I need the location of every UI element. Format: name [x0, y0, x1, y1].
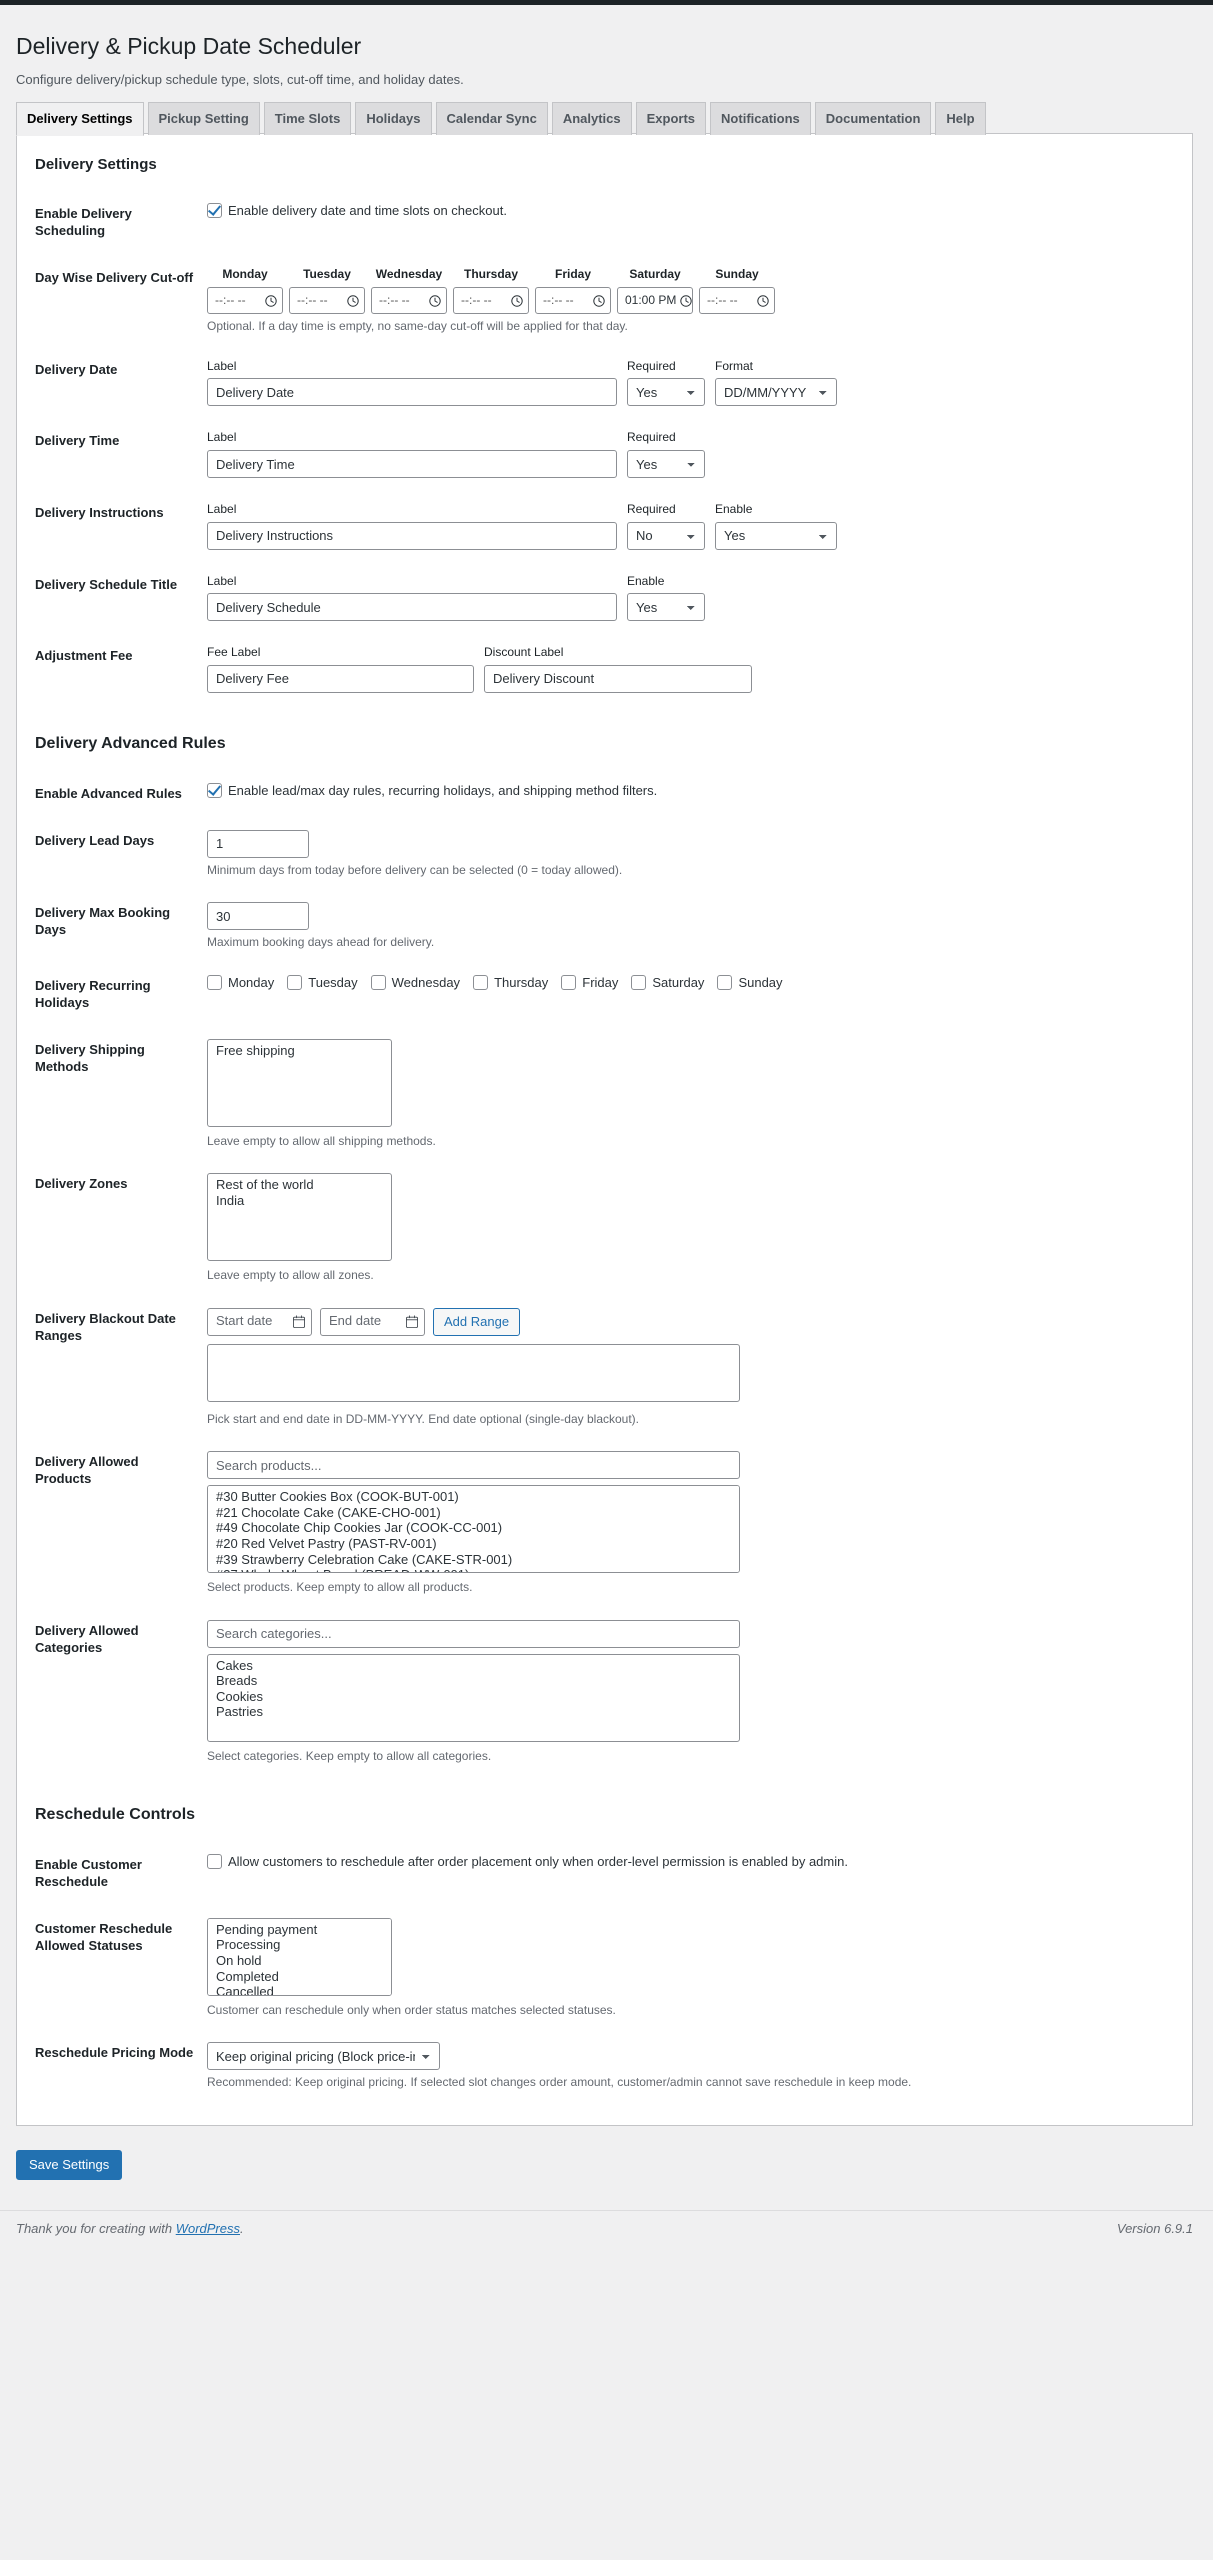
cutoff-description: Optional. If a day time is empty, no same-day cut-off will be applied for that day.	[207, 319, 628, 334]
cutoff-day-thursday	[453, 267, 529, 315]
caption-delivery-date-format: Format	[715, 358, 754, 373]
calendar-icon[interactable]	[293, 1315, 305, 1328]
row-enable-customer-reschedule	[35, 1842, 1174, 1906]
discount-label-input[interactable]	[484, 665, 752, 693]
checkbox-icon[interactable]	[371, 975, 386, 990]
delivery-max-booking-days-input[interactable]	[207, 902, 309, 930]
label-delivery-date: Delivery Date	[35, 361, 118, 377]
cutoff-time-input-friday[interactable]	[535, 287, 611, 314]
recurring-holiday-label: Friday	[582, 974, 619, 990]
delivery-settings-table	[35, 191, 1174, 705]
settings-tab-bar	[16, 101, 1193, 134]
advanced-rules-heading: Delivery Advanced Rules	[35, 734, 226, 752]
row-reschedule-allowed-statuses	[35, 1906, 1174, 2030]
tab-help[interactable]: Help	[935, 102, 985, 135]
product-option[interactable]	[208, 1536, 739, 1552]
wp-version: Version 6.9.1	[1116, 2220, 1193, 2236]
checkbox-icon[interactable]	[561, 975, 576, 990]
caption-delivery-instructions-label: Label	[207, 502, 237, 517]
checkbox-icon[interactable]	[717, 975, 732, 990]
zone-option[interactable]	[208, 1177, 391, 1193]
label-reschedule-allowed-statuses: Customer Reschedule Allowed Statuses	[35, 1920, 173, 1953]
recurring-holiday-label: Wednesday	[391, 974, 461, 990]
row-delivery-allowed-categories	[35, 1608, 1174, 1776]
wordpress-link[interactable]: WordPress	[175, 2220, 240, 2236]
delivery-schedule-title-fields	[207, 574, 1164, 622]
delivery-schedule-title-input[interactable]	[207, 593, 617, 621]
status-option[interactable]	[208, 1984, 391, 1996]
delivery-date-fields	[207, 359, 1164, 407]
enable-customer-reschedule-text: Allow customers to reschedule after order placement only when order-level permission is enabled by admin.	[228, 1854, 848, 1870]
tab-time-slots[interactable]: Time Slots	[264, 102, 352, 135]
row-delivery-zones	[35, 1161, 1174, 1295]
caption-discount-label: Discount Label	[484, 645, 564, 660]
status-option[interactable]	[208, 1969, 391, 1985]
caption-schedule-title-label: Label	[207, 573, 237, 588]
caption-delivery-instructions-required: Required	[627, 502, 676, 517]
checkbox-icon[interactable]	[473, 975, 488, 990]
cutoff-time-value: --:-- --	[543, 292, 574, 307]
product-option[interactable]	[208, 1489, 739, 1505]
label-delivery-blackout-ranges: Delivery Blackout Date Ranges	[35, 1310, 176, 1343]
label-day-wise-cutoff: Day Wise Delivery Cut-off	[35, 269, 194, 285]
footer-thanks-suffix: .	[240, 2220, 244, 2236]
clock-icon[interactable]	[593, 295, 605, 307]
tab-calendar-sync[interactable]: Calendar Sync	[436, 102, 548, 135]
status-option[interactable]	[208, 1953, 391, 1969]
enable-delivery-scheduling-checkbox[interactable]	[207, 203, 507, 218]
row-delivery-time	[35, 418, 1174, 490]
allowed-categories-description: Select categories. Keep empty to allow all categories.	[207, 1748, 492, 1763]
cutoff-time-value: 01:00 PM	[625, 292, 677, 307]
shipping-methods-description: Leave empty to allow all shipping methods.	[207, 1133, 436, 1148]
delivery-time-label-input[interactable]	[207, 450, 617, 478]
submit-area	[16, 2126, 1193, 2188]
label-adjustment-fee: Adjustment Fee	[35, 648, 133, 664]
label-delivery-recurring-holidays: Delivery Recurring Holidays	[35, 977, 151, 1010]
cutoff-day-monday	[207, 267, 283, 315]
max-booking-days-description: Maximum booking days ahead for delivery.	[207, 935, 435, 950]
caption-fee-label: Fee Label	[207, 645, 261, 660]
checkbox-icon[interactable]	[207, 203, 222, 218]
cutoff-day-name: Thursday	[463, 266, 518, 281]
cutoff-day-name: Tuesday	[303, 266, 351, 281]
shipping-method-option[interactable]	[208, 1043, 391, 1059]
recurring-holiday-label: Sunday	[738, 974, 783, 990]
product-option[interactable]	[208, 1567, 739, 1573]
cutoff-day-tuesday	[289, 267, 365, 315]
caption-delivery-instructions-enable: Enable	[715, 502, 753, 517]
clock-icon[interactable]	[347, 295, 359, 307]
page-description: Configure delivery/pickup schedule type, slots, cut-off time, and holiday dates.	[16, 71, 464, 87]
cutoff-time-input-wednesday[interactable]	[371, 287, 447, 314]
clock-icon[interactable]	[429, 295, 441, 307]
clock-icon[interactable]	[680, 295, 692, 307]
cutoff-time-value: --:-- --	[215, 292, 246, 307]
tab-analytics[interactable]: Analytics	[552, 102, 632, 135]
delivery-instructions-label-input[interactable]	[207, 522, 617, 550]
status-option[interactable]	[208, 1922, 391, 1938]
admin-bar	[0, 0, 1213, 5]
footer-thanks-prefix: Thank you for creating with	[16, 2220, 176, 2236]
delivery-lead-days-input[interactable]	[207, 830, 309, 858]
blackout-ranges-list[interactable]	[207, 1344, 740, 1402]
delivery-schedule-title-enable-select[interactable]	[627, 593, 705, 621]
reschedule-controls-table	[35, 1842, 1174, 2103]
cutoff-day-sunday	[699, 267, 775, 315]
delivery-time-fields	[207, 430, 1164, 478]
category-search-input[interactable]	[207, 1620, 740, 1648]
reschedule-allowed-statuses-select[interactable]	[207, 1918, 392, 1996]
blackout-description: Pick start and end date in DD-MM-YYYY. End date optional (single-day blackout).	[207, 1411, 639, 1426]
category-option[interactable]	[208, 1658, 739, 1674]
fee-label-input[interactable]	[207, 665, 474, 693]
tab-holidays[interactable]: Holidays	[355, 102, 431, 135]
recurring-holiday-monday[interactable]	[207, 975, 274, 992]
delivery-date-required-select[interactable]	[627, 378, 705, 406]
label-delivery-allowed-products: Delivery Allowed Products	[35, 1454, 139, 1487]
delivery-instructions-required-select[interactable]	[627, 522, 705, 550]
footer-thanks	[16, 2221, 244, 2236]
row-delivery-max-booking-days	[35, 890, 1174, 963]
cutoff-day-name: Monday	[222, 266, 268, 281]
recurring-holiday-label: Tuesday	[308, 974, 358, 990]
recurring-holiday-friday[interactable]	[561, 975, 618, 992]
reschedule-pricing-mode-select[interactable]	[207, 2042, 440, 2070]
label-delivery-instructions: Delivery Instructions	[35, 505, 164, 521]
tab-notifications[interactable]: Notifications	[710, 102, 811, 135]
clock-icon[interactable]	[511, 295, 523, 307]
category-option[interactable]	[208, 1673, 739, 1689]
cutoff-day-name: Friday	[554, 266, 591, 281]
label-delivery-allowed-categories: Delivery Allowed Categories	[35, 1622, 139, 1655]
delivery-instructions-enable-select[interactable]	[715, 522, 837, 550]
save-settings-button[interactable]: Save Settings	[16, 2150, 122, 2180]
label-delivery-time: Delivery Time	[35, 433, 120, 449]
category-option[interactable]	[208, 1704, 739, 1720]
label-delivery-max-booking-days: Delivery Max Booking Days	[35, 905, 171, 938]
row-delivery-date	[35, 347, 1174, 419]
lead-days-description: Minimum days from today before delivery can be selected (0 = today allowed).	[207, 862, 623, 877]
calendar-icon[interactable]	[406, 1315, 418, 1328]
cutoff-days-grid	[207, 267, 1164, 315]
cutoff-time-input-saturday[interactable]	[617, 287, 693, 314]
delivery-allowed-categories-select[interactable]	[207, 1654, 740, 1742]
reschedule-controls-heading: Reschedule Controls	[35, 1806, 196, 1824]
blackout-start-date-input[interactable]	[207, 1308, 312, 1336]
cutoff-day-wednesday	[371, 267, 447, 315]
label-delivery-zones: Delivery Zones	[35, 1176, 128, 1192]
blackout-end-date-input[interactable]	[320, 1308, 425, 1336]
delivery-settings-heading: Delivery Settings	[35, 155, 157, 173]
page-wrap	[0, 23, 1213, 2188]
product-option[interactable]	[208, 1505, 739, 1521]
label-enable-customer-reschedule: Enable Customer Reschedule	[35, 1857, 142, 1889]
row-reschedule-pricing-mode	[35, 2030, 1174, 2103]
delivery-date-format-select[interactable]	[715, 378, 837, 406]
clock-icon[interactable]	[265, 295, 277, 307]
checkbox-icon[interactable]	[631, 975, 646, 990]
blackout-controls	[207, 1308, 1164, 1336]
tab-pickup-setting[interactable]: Pickup Setting	[148, 102, 260, 135]
delivery-zones-select[interactable]	[207, 1173, 392, 1261]
cutoff-day-name: Wednesday	[375, 266, 443, 281]
recurring-holiday-sunday[interactable]	[717, 975, 782, 992]
enable-delivery-scheduling-text: Enable delivery date and time slots on checkout.	[228, 202, 507, 218]
allowed-products-description: Select products. Keep empty to allow all products.	[207, 1580, 473, 1595]
recurring-holiday-label: Monday	[228, 974, 275, 990]
row-delivery-instructions	[35, 490, 1174, 562]
checkbox-icon[interactable]	[207, 975, 222, 990]
blackout-end-date-value: End date	[329, 1313, 382, 1329]
row-delivery-recurring-holidays	[35, 963, 1174, 1027]
advanced-rules-table	[35, 771, 1174, 1776]
clock-icon[interactable]	[757, 295, 769, 307]
cutoff-time-input-monday[interactable]	[207, 287, 283, 314]
delivery-time-required-select[interactable]	[627, 450, 705, 478]
wp-footer	[0, 2210, 1213, 2246]
reschedule-pricing-description: Recommended: Keep original pricing. If selected slot changes order amount, customer/admin cannot save reschedule in keep mode.	[207, 2075, 912, 2090]
row-enable-delivery-scheduling	[35, 191, 1174, 255]
label-delivery-lead-days: Delivery Lead Days	[35, 832, 155, 848]
enable-advanced-rules-checkbox[interactable]	[207, 783, 657, 798]
delivery-shipping-methods-select[interactable]	[207, 1039, 392, 1127]
reschedule-statuses-description: Customer can reschedule only when order status matches selected statuses.	[207, 2002, 616, 2017]
product-option[interactable]	[208, 1520, 739, 1536]
enable-customer-reschedule-checkbox[interactable]	[207, 1854, 848, 1869]
tab-documentation[interactable]: Documentation	[815, 102, 932, 135]
caption-delivery-date-required: Required	[627, 358, 676, 373]
cutoff-time-value: --:-- --	[461, 292, 492, 307]
cutoff-time-input-thursday[interactable]	[453, 287, 529, 314]
add-range-button[interactable]: Add Range	[433, 1308, 520, 1336]
recurring-holiday-label: Thursday	[494, 974, 549, 990]
cutoff-day-name: Sunday	[715, 266, 759, 281]
recurring-holiday-saturday[interactable]	[631, 975, 704, 992]
row-delivery-allowed-products	[35, 1439, 1174, 1607]
recurring-holiday-label: Saturday	[652, 974, 705, 990]
recurring-holiday-thursday[interactable]	[473, 975, 548, 992]
status-option[interactable]	[208, 1937, 391, 1953]
row-enable-advanced-rules	[35, 771, 1174, 818]
caption-schedule-title-enable: Enable	[627, 573, 665, 588]
delivery-allowed-products-select[interactable]	[207, 1485, 740, 1573]
caption-delivery-date-label: Label	[207, 358, 237, 373]
recurring-holiday-wednesday[interactable]	[371, 975, 460, 992]
adjustment-fee-fields	[207, 645, 1164, 693]
cutoff-day-saturday	[617, 267, 693, 315]
row-adjustment-fee	[35, 633, 1174, 705]
row-day-wise-cutoff	[35, 255, 1174, 347]
zones-description: Leave empty to allow all zones.	[207, 1268, 374, 1283]
row-delivery-schedule-title	[35, 562, 1174, 634]
page-title: Delivery & Pickup Date Scheduler	[16, 33, 362, 59]
caption-delivery-time-label: Label	[207, 430, 237, 445]
cutoff-time-value: --:-- --	[379, 292, 410, 307]
delivery-date-label-input[interactable]	[207, 378, 617, 406]
category-option[interactable]	[208, 1689, 739, 1705]
label-reschedule-pricing-mode: Reschedule Pricing Mode	[35, 2045, 194, 2061]
cutoff-day-name: Saturday	[629, 266, 681, 281]
delivery-instructions-fields	[207, 502, 1164, 550]
tab-exports[interactable]: Exports	[636, 102, 706, 135]
checkbox-icon[interactable]	[207, 783, 222, 798]
label-enable-delivery-scheduling: Enable Delivery Scheduling	[35, 205, 132, 238]
checkbox-icon[interactable]	[207, 1854, 222, 1869]
label-enable-advanced-rules: Enable Advanced Rules	[35, 785, 182, 801]
cutoff-time-input-tuesday[interactable]	[289, 287, 365, 314]
cutoff-time-value: --:-- --	[707, 292, 738, 307]
cutoff-time-input-sunday[interactable]	[699, 287, 775, 314]
product-option[interactable]	[208, 1552, 739, 1568]
zone-option[interactable]	[208, 1193, 391, 1209]
recurring-holiday-tuesday[interactable]	[287, 975, 357, 992]
tab-delivery-settings[interactable]: Delivery Settings	[16, 102, 144, 136]
cutoff-day-friday	[535, 267, 611, 315]
delivery-settings-panel	[16, 134, 1193, 2126]
checkbox-icon[interactable]	[287, 975, 302, 990]
caption-delivery-time-required: Required	[627, 430, 676, 445]
row-delivery-lead-days	[35, 818, 1174, 891]
enable-advanced-rules-text: Enable lead/max day rules, recurring holidays, and shipping method filters.	[228, 782, 658, 798]
row-delivery-blackout-ranges	[35, 1296, 1174, 1439]
product-search-input[interactable]	[207, 1451, 740, 1479]
label-delivery-shipping-methods: Delivery Shipping Methods	[35, 1041, 145, 1074]
cutoff-time-value: --:-- --	[297, 292, 328, 307]
blackout-start-date-value: Start date	[216, 1313, 273, 1329]
row-delivery-shipping-methods	[35, 1027, 1174, 1161]
label-delivery-schedule-title: Delivery Schedule Title	[35, 576, 178, 592]
